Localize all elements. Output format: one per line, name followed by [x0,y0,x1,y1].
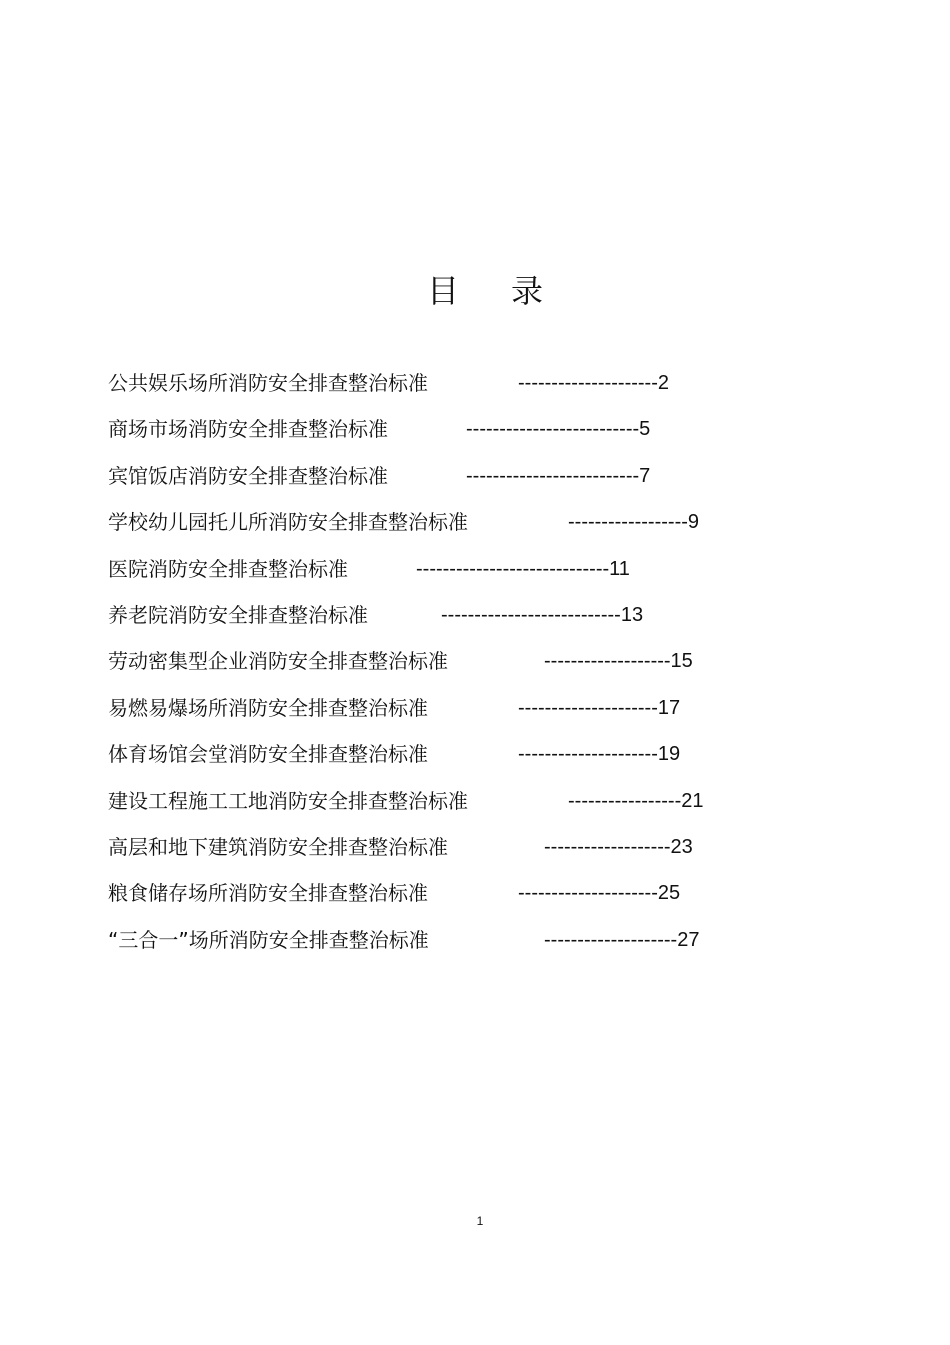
toc-entry-page-leader: ---------------------25 [518,882,681,905]
toc-entry-page-leader: -------------------15 [544,650,693,673]
toc-title-char-1: 目 [426,272,459,310]
toc-title-char-2: 录 [511,272,544,310]
toc-entry-page-leader: ---------------------------13 [441,603,644,626]
toc-entry-label: 劳动密集型企业消防安全排查整治标准 [108,649,448,674]
toc-entry-label: 养老院消防安全排查整治标准 [108,602,368,627]
toc-entry-label: 易燃易爆场所消防安全排查整治标准 [108,695,428,720]
toc-title [0,266,950,312]
toc-entry-page-leader: -----------------21 [568,789,704,812]
toc-entry-label: “三合一”场所消防安全排查整治标准 [108,927,429,952]
toc-entry-label: 粮食储存场所消防安全排查整治标准 [108,881,428,906]
toc-entry-page-leader: -----------------------------11 [416,557,630,580]
toc-entry-label: 建设工程施工工地消防安全排查整治标准 [108,788,468,813]
toc-entry-page-leader: --------------------------5 [466,418,651,441]
toc-entry-page-leader: --------------------27 [544,928,700,951]
toc-entry-label: 公共娱乐场所消防安全排查整治标准 [108,371,428,395]
toc-entry-page-leader: ------------------9 [568,511,700,534]
toc-entry-label: 商场市场消防安全排查整治标准 [108,417,388,442]
toc-entry-page-leader: ---------------------2 [518,372,669,394]
toc-entry-page-leader: ---------------------17 [518,696,681,719]
page-number: 1 [476,1214,484,1228]
toc-entry-label: 高层和地下建筑消防安全排查整治标准 [108,834,448,859]
toc-entry-page-leader: -------------------23 [544,835,693,858]
toc-entry-page-leader: ---------------------19 [518,743,681,766]
toc-entry-label: 宾馆饭店消防安全排查整治标准 [108,463,388,488]
toc-entry-label: 体育场馆会堂消防安全排查整治标准 [108,742,428,767]
toc-entry-label: 学校幼儿园托儿所消防安全排查整治标准 [108,510,468,535]
toc-entry-page-leader: --------------------------7 [466,464,651,487]
toc-entry-label: 医院消防安全排查整治标准 [108,556,348,581]
